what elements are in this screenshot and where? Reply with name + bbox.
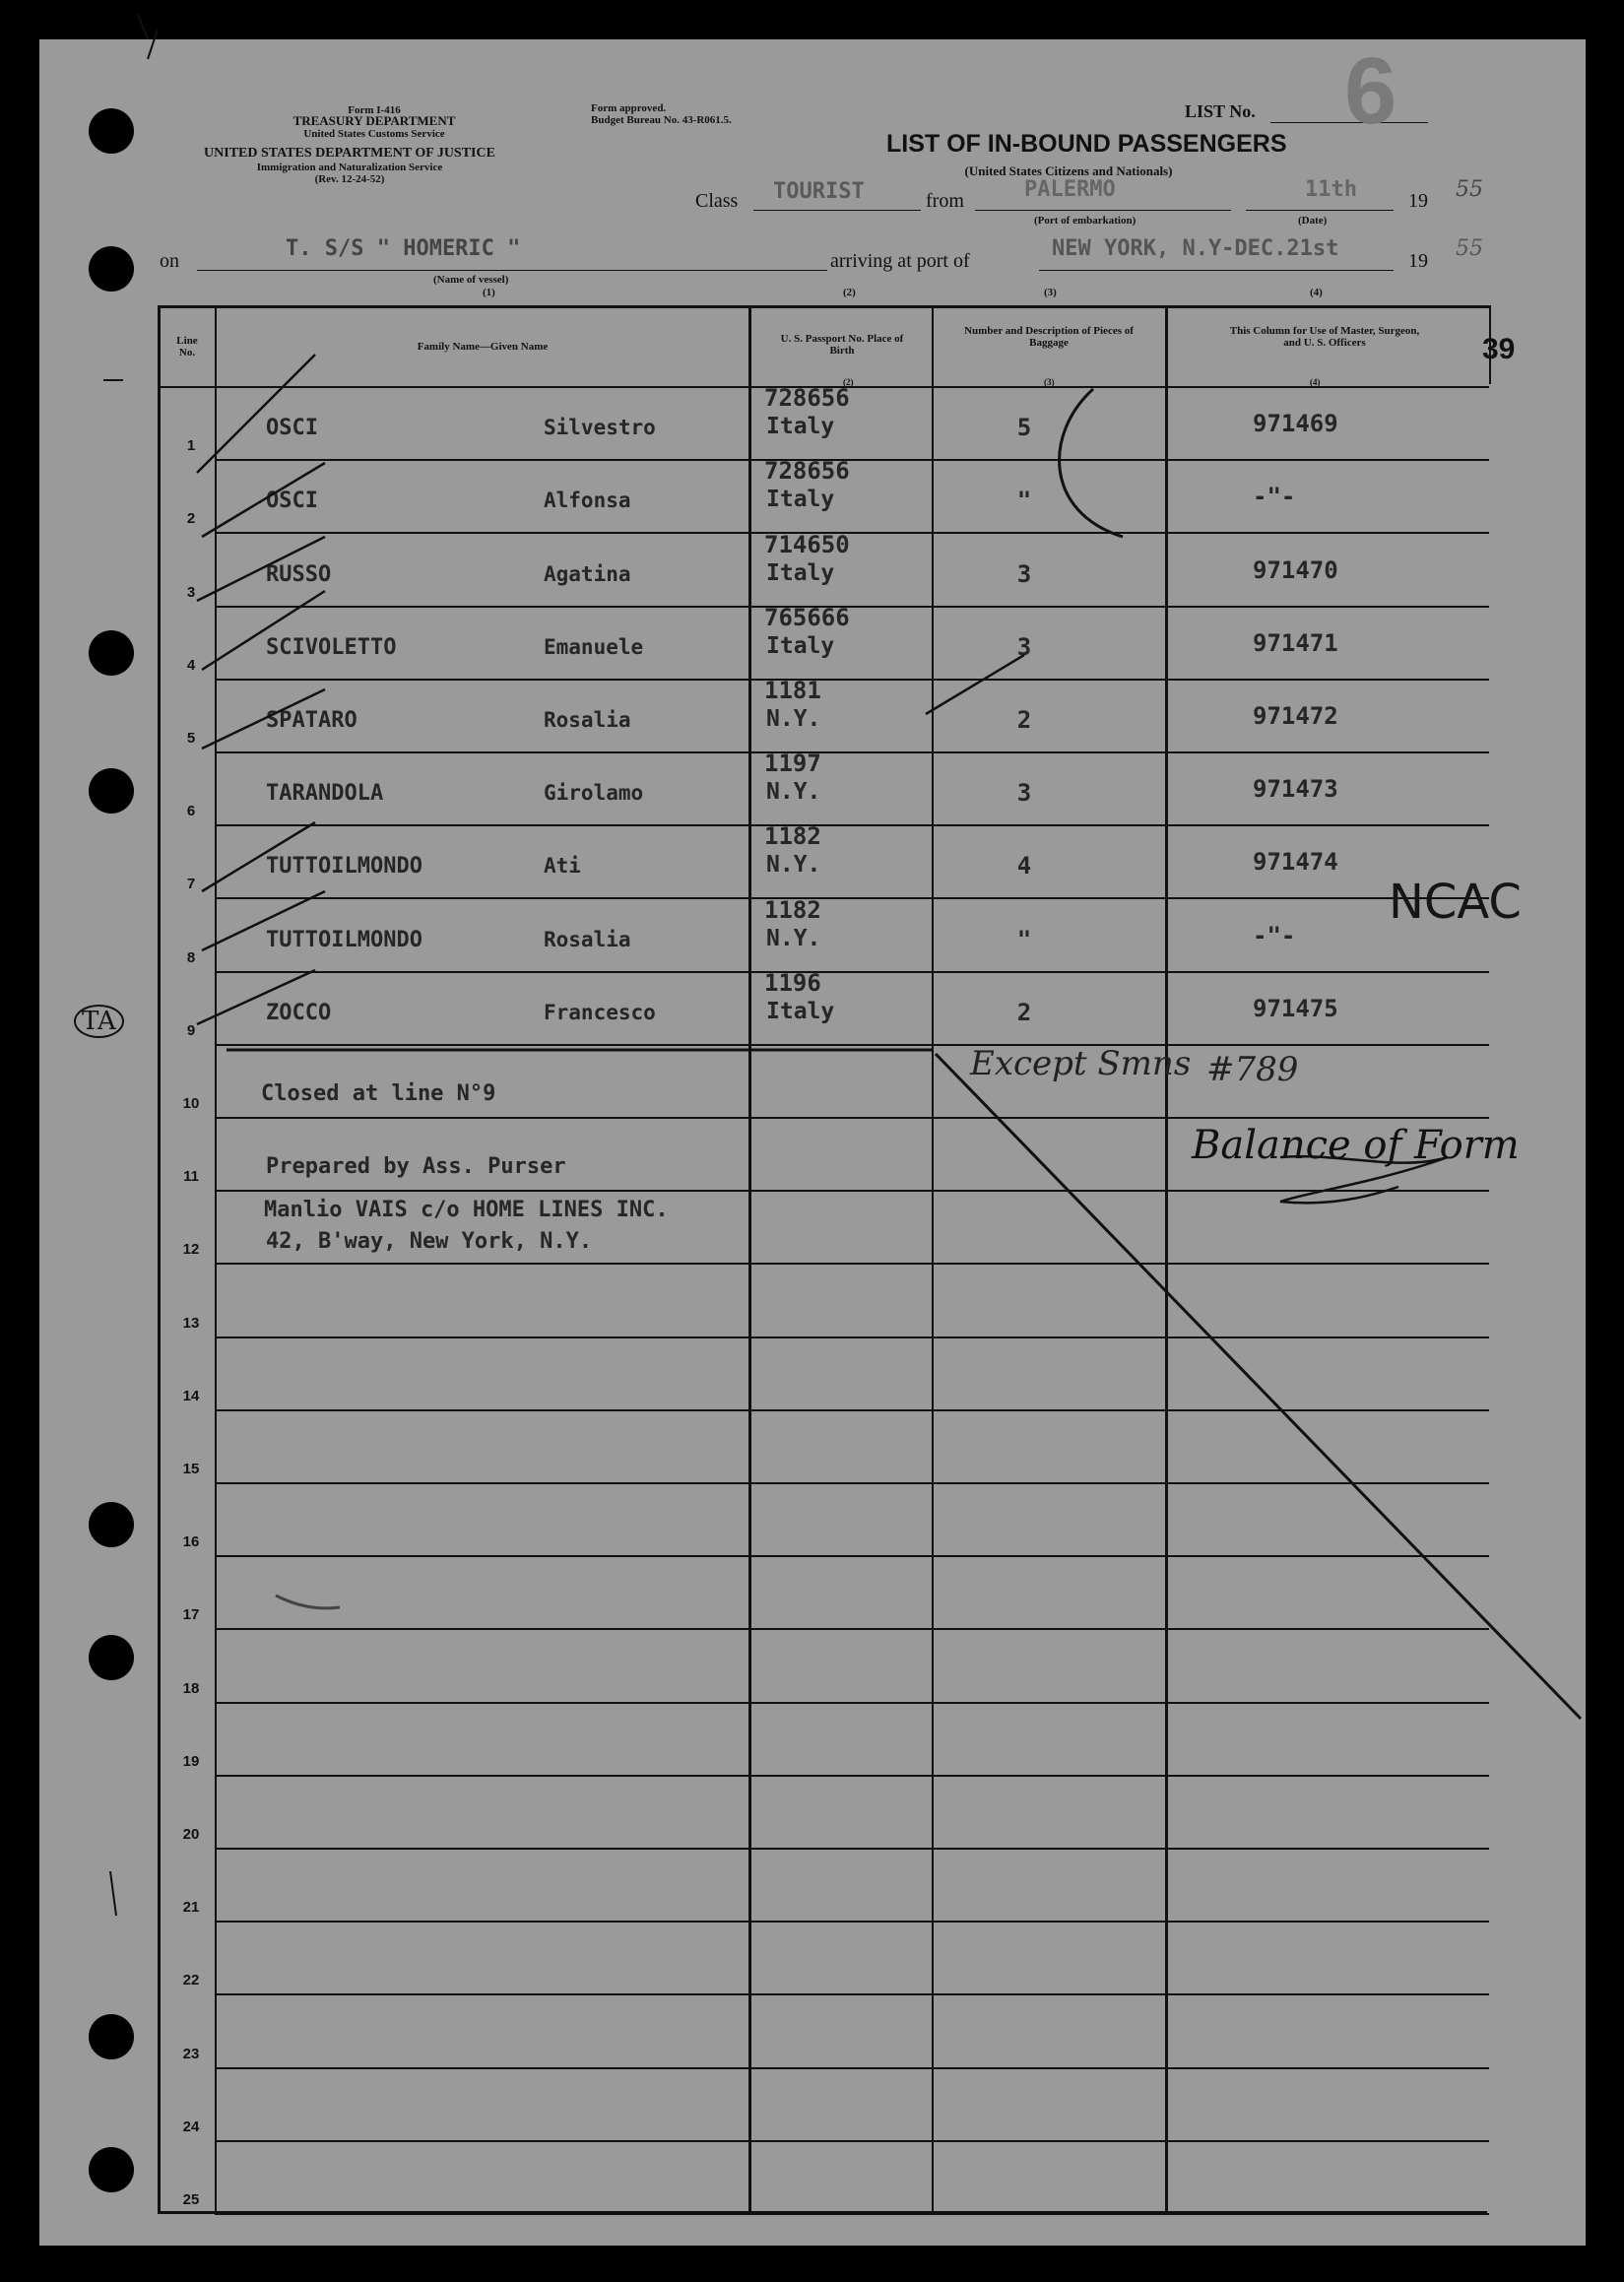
line-number: 2 <box>186 510 196 527</box>
col-header-officers: This Column for Use of Master, Surgeon, and U. S. Officers <box>1229 325 1420 349</box>
caption-1: (1) <box>483 287 495 298</box>
col-header-passport: U. S. Passport No. Place of Birth <box>780 333 904 357</box>
family-name: OSCI <box>266 416 318 440</box>
officer-number: 971473 <box>1253 775 1338 803</box>
line-number: 1 <box>186 437 196 454</box>
family-name: SCIVOLETTO <box>266 635 397 660</box>
line-number: 19 <box>182 1753 200 1770</box>
baggage-count: 2 <box>1016 999 1032 1026</box>
officer-number: 971472 <box>1253 702 1338 730</box>
col-header-baggage: Number and Description of Pieces of Baggage <box>964 325 1134 349</box>
line-number: 21 <box>182 1899 200 1916</box>
birth-place: N.Y. <box>766 852 821 878</box>
balance-annotation: Balance of Form <box>1192 1123 1520 1168</box>
purser-address: 42, B'way, New York, N.Y. <box>266 1229 593 1254</box>
row-rule <box>215 1921 1489 1923</box>
officer-number: 971470 <box>1253 556 1338 584</box>
given-name: Alfonsa <box>544 489 631 512</box>
birth-place: N.Y. <box>766 779 821 805</box>
col-divider-baggage <box>1165 305 1168 2213</box>
form-approved: Form approved. <box>591 102 667 114</box>
given-name: Rosalia <box>544 928 631 951</box>
family-name: TARANDOLA <box>266 781 384 806</box>
vessel-value: T. S/S " HOMERIC " <box>286 236 521 261</box>
row-rule <box>215 1409 1489 1411</box>
family-name: RUSSO <box>266 562 332 587</box>
from-value: PALERMO <box>1024 177 1116 202</box>
line-number: 15 <box>182 1461 200 1477</box>
col-number-2: (2) <box>843 377 854 387</box>
row-rule <box>215 1190 1489 1192</box>
line-number: 12 <box>182 1241 200 1258</box>
officer-number: 971475 <box>1253 995 1338 1022</box>
line-number: 25 <box>182 2191 200 2208</box>
from-line <box>975 210 1231 211</box>
form-number: Form I-416 <box>348 104 401 116</box>
closed-note: Closed at line N°9 <box>261 1081 496 1106</box>
passport-number: 1181 <box>764 677 821 704</box>
birth-place: Italy <box>766 487 835 512</box>
given-name: Ati <box>544 854 581 878</box>
passport-number: 728656 <box>764 457 850 485</box>
vessel-line <box>197 270 827 271</box>
line-number: 7 <box>186 876 196 892</box>
col-header-name: Family Name—Given Name <box>417 341 549 353</box>
budget-bureau: Budget Bureau No. 43-R061.5. <box>591 114 732 126</box>
passport-number: 765666 <box>764 604 850 631</box>
page-subtitle: (United States Citizens and Nationals) <box>964 163 1173 178</box>
birth-place: N.Y. <box>766 706 821 732</box>
line-number: 9 <box>186 1022 196 1039</box>
given-name: Agatina <box>544 562 631 586</box>
passport-number: 728656 <box>764 384 850 412</box>
row-rule <box>215 2213 1489 2215</box>
from-label: from <box>926 190 964 212</box>
prepared-note: Prepared by Ass. Purser <box>266 1154 566 1179</box>
row-rule <box>215 2140 1489 2142</box>
punch-hole <box>89 630 134 676</box>
given-name: Silvestro <box>544 416 656 439</box>
line-number: 10 <box>182 1095 200 1112</box>
birth-place: Italy <box>766 414 835 439</box>
ncac-annotation: NCAC <box>1389 875 1522 930</box>
baggage-count: " <box>1016 487 1032 514</box>
class-value: TOURIST <box>773 179 865 204</box>
punch-hole <box>89 246 134 292</box>
col-divider-name <box>748 305 751 2213</box>
row-rule <box>215 2067 1489 2069</box>
family-name: TUTTOILMONDO <box>266 854 422 879</box>
line-number: 11 <box>183 1168 199 1185</box>
line-number: 3 <box>186 584 196 601</box>
col-number-3: (3) <box>1044 377 1055 387</box>
passport-number: 1182 <box>764 896 821 924</box>
passport-number: 1197 <box>764 750 821 777</box>
officer-number: 971471 <box>1253 629 1338 657</box>
punch-hole <box>89 108 134 154</box>
row-rule <box>215 1775 1489 1777</box>
row-rule <box>215 1263 1489 1265</box>
row-rule <box>215 971 1489 973</box>
given-name: Francesco <box>544 1001 656 1024</box>
punch-hole <box>89 1502 134 1547</box>
line-number: 24 <box>182 2119 200 2135</box>
customs-service: United States Customs Service <box>303 128 445 140</box>
row-rule <box>215 1044 1489 1046</box>
baggage-count: 2 <box>1016 706 1032 734</box>
row-rule <box>215 1482 1489 1484</box>
row-rule <box>215 751 1489 753</box>
line-number: 5 <box>186 730 196 747</box>
punch-hole <box>89 2147 134 2192</box>
given-name: Rosalia <box>544 708 631 732</box>
arriving-label: arriving at port of <box>830 250 970 272</box>
table-top-border <box>158 305 1489 308</box>
row-rule <box>215 1337 1489 1338</box>
date-line <box>1246 210 1394 211</box>
line-number: 13 <box>182 1315 200 1332</box>
officer-number: 971474 <box>1253 848 1338 876</box>
year-value-2: 55 <box>1456 236 1483 261</box>
year-label-1: 19 <box>1408 190 1428 212</box>
birth-place: Italy <box>766 633 835 659</box>
row-rule <box>215 824 1489 826</box>
line-number: 8 <box>186 949 196 966</box>
baggage-count: " <box>1016 926 1032 953</box>
row-rule <box>215 679 1489 681</box>
col-header-line: Line No. <box>176 335 198 359</box>
line-number: 17 <box>182 1606 200 1623</box>
year-label-2: 19 <box>1408 250 1428 272</box>
row-rule <box>215 1702 1489 1704</box>
officer-number: -"- <box>1253 483 1296 510</box>
row-rule <box>215 606 1489 608</box>
baggage-count: 4 <box>1016 852 1032 880</box>
revision: (Rev. 12-24-52) <box>314 173 385 185</box>
baggage-count: 3 <box>1016 633 1032 661</box>
ins-service: Immigration and Naturalization Service <box>256 162 443 173</box>
col-divider-line <box>215 305 217 2213</box>
purser-name: Manlio VAIS c/o HOME LINES INC. <box>264 1198 669 1222</box>
number-annotation: #789 <box>1206 1050 1299 1089</box>
passport-number: 714650 <box>764 531 850 558</box>
line-number: 4 <box>186 657 196 674</box>
arrival-line <box>1039 270 1394 271</box>
except-annotation: Except Smns <box>970 1044 1192 1083</box>
row-rule <box>215 1993 1489 1995</box>
class-label: Class <box>695 190 739 212</box>
row-rule <box>215 1848 1489 1850</box>
col-number-4: (4) <box>1310 377 1321 387</box>
row-rule <box>215 1555 1489 1557</box>
vessel-caption: (Name of vessel) <box>433 274 509 286</box>
list-no-value: 6 <box>1344 38 1397 144</box>
embark-caption: (Port of embarkation) <box>1034 215 1137 227</box>
given-name: Emanuele <box>544 635 644 659</box>
punch-hole <box>89 768 134 814</box>
baggage-count: 3 <box>1016 779 1032 807</box>
birth-place: N.Y. <box>766 926 821 951</box>
line-number: 22 <box>182 1972 200 1989</box>
date-caption: (Date) <box>1298 215 1328 227</box>
punch-hole <box>89 2014 134 2059</box>
date-value: 11th <box>1305 177 1357 202</box>
baggage-count: 5 <box>1016 414 1032 441</box>
birth-place: Italy <box>766 560 835 586</box>
table-left-border <box>158 305 161 2213</box>
class-line <box>753 210 921 211</box>
family-name: OSCI <box>266 489 318 513</box>
row-rule <box>215 1628 1489 1630</box>
row-rule <box>215 1117 1489 1119</box>
line-number: 16 <box>182 1533 200 1550</box>
treasury-dept: TREASURY DEPARTMENT <box>292 113 456 128</box>
row-rule <box>215 532 1489 534</box>
row-rule <box>215 897 1489 899</box>
list-no-label: LIST No. <box>1185 101 1256 121</box>
punch-hole <box>89 1635 134 1680</box>
line-number: 6 <box>186 803 196 819</box>
justice-dept: UNITED STATES DEPARTMENT OF JUSTICE <box>204 146 495 161</box>
baggage-count: 3 <box>1016 560 1032 588</box>
given-name: Girolamo <box>544 781 644 805</box>
on-label: on <box>160 250 179 272</box>
officer-number: 971469 <box>1253 410 1338 437</box>
row-rule <box>215 459 1489 461</box>
page-number: 39 <box>1482 333 1516 365</box>
family-name: TUTTOILMONDO <box>266 928 422 952</box>
arrival-value: NEW YORK, N.Y-DEC.21st <box>1052 236 1339 261</box>
passport-number: 1196 <box>764 969 821 997</box>
caption-2: (2) <box>843 287 856 298</box>
family-name: ZOCCO <box>266 1001 332 1025</box>
line-number: 20 <box>182 1826 200 1843</box>
family-name: SPATARO <box>266 708 357 733</box>
officer-number: -"- <box>1253 922 1296 949</box>
line-number: 18 <box>182 1680 200 1697</box>
caption-3: (3) <box>1044 287 1057 298</box>
birth-place: Italy <box>766 999 835 1024</box>
col-divider-passport <box>932 305 934 2213</box>
year-value-1: 55 <box>1456 177 1483 202</box>
caption-4: (4) <box>1310 287 1323 298</box>
page-title: LIST OF IN-BOUND PASSENGERS <box>886 130 1287 158</box>
passport-number: 1182 <box>764 822 821 850</box>
line-number: 14 <box>182 1388 200 1404</box>
margin-annotation: TA <box>74 1005 124 1038</box>
line-number: 23 <box>182 2046 200 2062</box>
